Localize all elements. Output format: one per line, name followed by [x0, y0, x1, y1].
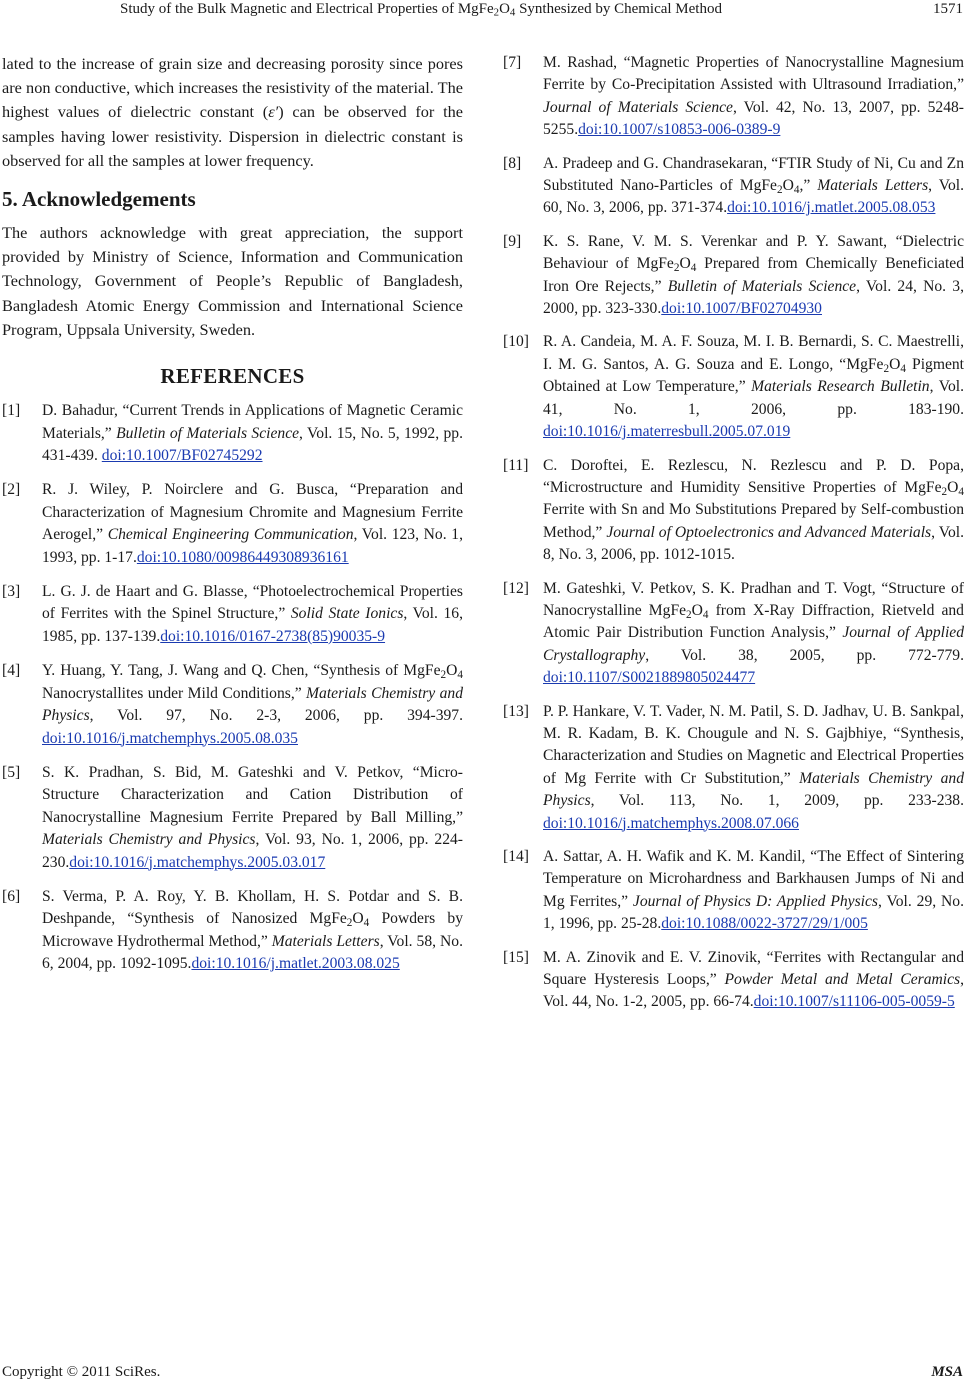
- doi-link[interactable]: doi:10.1080/00986449308936161: [136, 548, 349, 566]
- doi-link[interactable]: doi:10.1016/0167-2738(85)90035-9: [160, 627, 386, 645]
- reference-number: [5]: [2, 763, 21, 781]
- reference-item: [10] R. A. Candeia, M. A. F. Souza, M. I. B. Bernardi, S. C. Maestrelli, I. M. G. Santos, A. G. Souza and E. Longo, “$MgFe_2O_4$ Pigment Obtained at Low Temperature,” Materials Research Bulletin, Vol. 41, No. 1, 2006, pp. 183-190. doi:10.1016/j.materresbull.2005.07.019: [503, 331, 964, 443]
- doi-link[interactable]: doi:10.1007/BF02745292: [101, 447, 263, 465]
- journal-title: Materials Research Bulletin: [751, 378, 930, 396]
- reference-item: [6] S. Verma, P. A. Roy, Y. B. Khollam, H. S. Potdar and S. B. Deshpande, “Synthesis of Nanosized $MgFe_2O_4$ Powders by Microwave Hydrothermal Method,” Materials Letters, Vol. 58, No. 6, 2004, pp. 1092-1095.doi:10.1016/j.matlet.2003.08.025: [2, 886, 463, 976]
- reference-number: [9]: [503, 232, 522, 250]
- reference-number: [12]: [503, 579, 529, 597]
- reference-item: [3] L. G. J. de Haart and G. Blasse, “Photoelectrochemical Properties of Ferrites with the Spinel Structure,” Solid State Ionics, Vol. 16, 1985, pp. 137-139.doi:10.1016/0167-2738(85)90035-9: [2, 581, 463, 648]
- reference-item: [2] R. J. Wiley, P. Noirclere and G. Busca, “Preparation and Characterization of Magnesium Chromite and Magnesium Ferrite Aerogel,” Chemical Engineering Communication, Vol. 123, No. 1, 1993, pp. 1-17.doi:10.1080/00986449308936161: [2, 479, 463, 569]
- reference-item: [13] P. P. Hankare, V. T. Vader, N. M. Patil, S. D. Jadhav, U. B. Sankpal, M. R. Kadam, B. K. Chougule and N. S. Gajbhiye, “Synthesis, Characterization and Studies on Magnetic and Electrical Properties of Mg Ferrite with Cr Substitution,” Materials Chemistry and Physics, Vol. 113, No. 1, 2009, pp. 233-238.doi:10.1016/j.matchemphys.2008.07.066: [503, 701, 964, 835]
- reference-item: [5] S. K. Pradhan, S. Bid, M. Gateshki and V. Petkov, “Micro-Structure Characterization and Cation Distribution of Nanocrystalline Magnesium Ferrite Prepared by Ball Milling,” Materials Chemistry and Physics, Vol. 93, No. 1, 2006, pp. 224-230.doi:10.1016/j.matchemphys.2005.03.017: [2, 762, 463, 874]
- reference-number: [2]: [2, 481, 21, 499]
- reference-number: [13]: [503, 702, 529, 720]
- doi-link[interactable]: doi:10.1016/j.matchemphys.2005.08.035: [42, 729, 298, 747]
- doi-link[interactable]: doi:10.1007/s11106-005-0059-5: [753, 993, 955, 1011]
- reference-item: [14] A. Sattar, A. H. Wafik and K. M. Kandil, “The Effect of Sintering Temperature on Microhardness and Barkhausen Jumps of Ni and Mg Ferrites,” Journal of Physics D: Applied Physics, Vol. 29, No. 1, 1996, pp. 25-28.doi:10.1088/0022-3727/29/1/005: [503, 846, 964, 936]
- journal-title: Journal of Physics D: Applied Physics: [632, 892, 878, 910]
- journal-title: Journal of Applied Crystallography: [543, 624, 964, 664]
- running-title: Study of the Bulk Magnetic and Electrical Properties of $MgFe_2O_4$ Synthesized by Chemical Method: [120, 1, 722, 19]
- journal-title: Solid State Ionics: [290, 605, 404, 623]
- journal-title: Journal of Materials Science: [543, 98, 733, 116]
- reference-number: [11]: [503, 456, 529, 474]
- reference-list-right: [503, 52, 964, 1014]
- journal-title: Materials Letters: [817, 177, 929, 195]
- reference-number: [1]: [2, 402, 21, 420]
- reference-number: [8]: [503, 154, 522, 172]
- reference-item: [11] C. Doroftei, E. Rezlescu, N. Rezlescu and P. D. Popa, “Microstructure and Humidity Sensitive Properties of $MgFe_2O_4$ Ferrite with Sn and Mo Substitutions Prepared by Self-combustion Method,” Journal of Optoelectronics and Advanced Materials, Vol. 8, No. 3, 2006, pp. 1012-1015.: [503, 456, 964, 564]
- reference-item: [15] M. A. Zinovik and E. V. Zinovik, “Ferrites with Rectangular and Square Hysteresis Loops,” Powder Metal and Metal Ceramics, Vol. 44, No. 1-2, 2005, pp. 66-74.doi:10.1007/s11106-005-0059-5: [503, 947, 964, 1014]
- journal-title: Bulletin of Materials Science: [667, 277, 857, 295]
- reference-number: [10]: [503, 333, 529, 351]
- running-header: [0, 1, 969, 25]
- journal-title: Materials Chemistry and Physics: [543, 769, 964, 810]
- journal-title: Materials Chemistry and Physics: [42, 684, 463, 725]
- reference-list-left: [2, 400, 463, 975]
- doi-link[interactable]: doi:10.1016/j.materresbull.2005.07.019: [543, 423, 791, 441]
- journal-title: Chemical Engineering Communication: [107, 526, 354, 544]
- reference-item: [4] Y. Huang, Y. Tang, J. Wang and Q. Chen, “Synthesis of $MgFe_2O_4$ Nanocrystallites under Mild Conditions,” Materials Chemistry and Physics, Vol. 97, No. 2-3, 2006, pp. 394-397. doi:10.1016/j.matchemphys.2005.08.035: [2, 660, 463, 750]
- reference-item: [12] M. Gateshki, V. Petkov, S. K. Pradhan and T. Vogt, “Structure of Nanocrystalline $MgFe_2O_4$ from X-Ray Diffraction, Rietveld and Atomic Pair Distribution Function Analysis,” Journal of Applied Crystallography, Vol. 38, 2005, pp. 772-779. doi:10.1107/S0021889805024477: [503, 578, 964, 690]
- ack-paragraph: The authors acknowledge with great appreciation, the support provided by Ministry of Science, Information and Communication Technology, Government of People’s Republic of Bangladesh, Bangladesh Atomic Energy Commission and International Science Program, Uppsala University, Sweden.: [2, 223, 463, 339]
- doi-link[interactable]: doi:10.1007/s10853-006-0389-9: [578, 121, 781, 139]
- reference-item: [8] A. Pradeep and G. Chandrasekaran, “FTIR Study of Ni, Cu and Zn Substituted Nano-Particles of $MgFe_2O_4$,” Materials Letters, Vol. 60, No. 3, 2006, pp. 371-374.doi:10.1016/j.matlet.2005.08.053: [503, 153, 964, 220]
- doi-link[interactable]: doi:10.1107/S0021889805024477: [543, 669, 756, 687]
- reference-number: [3]: [2, 583, 21, 601]
- copyright-text: Copyright © 2011 SciRes.: [2, 1364, 161, 1380]
- page-footer: [2, 1364, 963, 1384]
- reference-item: [7] M. Rashad, “Magnetic Properties of Nanocrystalline Magnesium Ferrite by Co-Precipitation Assisted with Ultrasound Irradiation,” Journal of Materials Science, Vol. 42, No. 13, 2007, pp. 5248-5255.doi:10.1007/s10853-006-0389-9: [503, 52, 964, 142]
- reference-number: [14]: [503, 848, 529, 865]
- journal-title: Bulletin of Materials Science: [116, 424, 300, 442]
- journal-title: Materials Letters: [271, 932, 380, 950]
- doi-link[interactable]: doi:10.1016/j.matchemphys.2005.03.017: [69, 853, 326, 871]
- reference-number: [7]: [503, 54, 522, 71]
- journal-title: Journal of Optoelectronics and Advanced Materials: [606, 523, 932, 541]
- reference-item: [1] D. Bahadur, “Current Trends in Applications of Magnetic Ceramic Materials,” Bulletin of Materials Science, Vol. 15, No. 5, 1992, pp. 431-439. doi:10.1007/BF02745292: [2, 400, 463, 467]
- journal-abbrev: MSA: [931, 1364, 963, 1380]
- doi-link[interactable]: doi:10.1016/j.matlet.2005.08.053: [727, 199, 936, 217]
- page-number: 1571: [933, 1, 963, 17]
- right-column: [503, 52, 964, 1025]
- doi-link[interactable]: doi:10.1016/j.matchemphys.2008.07.066: [543, 814, 799, 832]
- reference-number: [6]: [2, 887, 21, 905]
- ack-heading: 5. Acknowledgements: [2, 187, 196, 212]
- epsilon-symbol: ε′: [268, 102, 279, 122]
- journal-title: Powder Metal and Metal Ceramics: [724, 971, 961, 989]
- doi-link[interactable]: doi:10.1007/BF02704930: [661, 300, 822, 318]
- intro-paragraph: lated to the increase of grain size and decreasing porosity since pores are non conductive, which increases the resistivity of the material. The highest values of dielectric constant (ε′) can be observed for the samples having lower resistivity. Dispersion in dielectric constant is observed for all the samples at lower frequency.: [2, 54, 463, 170]
- doi-link[interactable]: doi:10.1016/j.matlet.2003.08.025: [191, 955, 400, 973]
- references-heading: REFERENCES: [160, 364, 305, 389]
- reference-number: [4]: [2, 662, 21, 680]
- left-column: [2, 52, 463, 988]
- doi-link[interactable]: doi:10.1088/0022-3727/29/1/005: [661, 915, 868, 933]
- journal-title: Materials Chemistry and Physics: [42, 831, 256, 849]
- reference-item: [9] K. S. Rane, V. M. S. Verenkar and P. Y. Sawant, “Dielectric Behaviour of $MgFe_2O_4$ Prepared from Chemically Beneficiated Iron Ore Rejects,” Bulletin of Materials Science, Vol. 24, No. 3, 2000, pp. 323-330.doi:10.1007/BF02704930: [503, 231, 964, 321]
- reference-number: [15]: [503, 948, 529, 966]
